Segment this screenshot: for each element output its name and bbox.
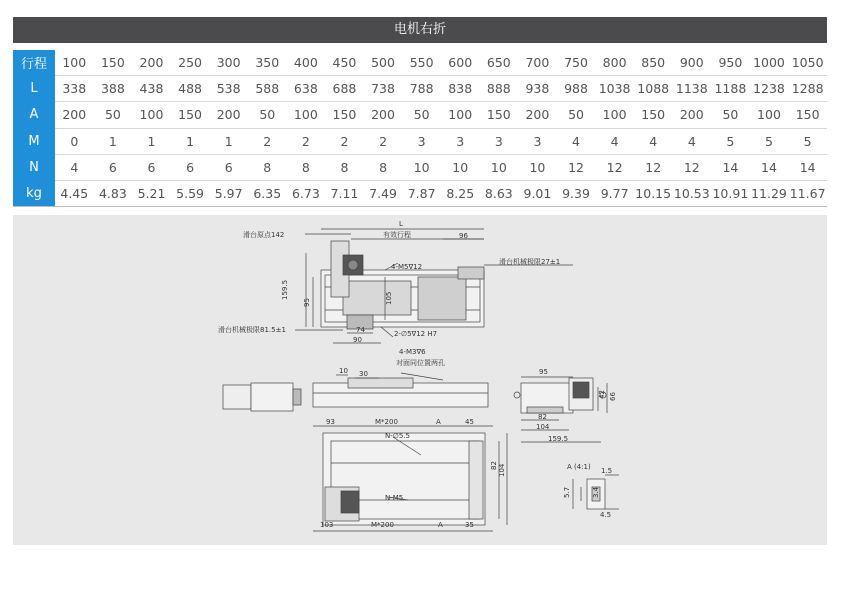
table-cell: 638 (287, 76, 326, 102)
table-cell: 50 (94, 102, 133, 128)
table-cell: 450 (325, 50, 364, 76)
table-cell: 2 (364, 128, 403, 154)
table-cell: 9.01 (518, 180, 557, 206)
table-cell: 1088 (634, 76, 673, 102)
table-cell: 1 (94, 128, 133, 154)
table-cell: 4 (634, 128, 673, 154)
bottom-45-label: 45 (465, 418, 474, 426)
table-cell: 0 (55, 128, 94, 154)
table-cell: 50 (248, 102, 287, 128)
table-cell: 938 (518, 76, 557, 102)
row-header: L (13, 76, 55, 102)
table-cell: 4 (55, 154, 94, 180)
table-cell: 4.83 (94, 180, 133, 206)
table-cell: 300 (209, 50, 248, 76)
table-cell: 150 (171, 102, 210, 128)
table-cell: 12 (634, 154, 673, 180)
table-cell: 200 (209, 102, 248, 128)
table-row (13, 180, 827, 206)
table-cell: 4 (673, 128, 712, 154)
side-tap-label: 4-M3∇6 (399, 348, 426, 356)
table-cell: 100 (132, 102, 171, 128)
table-cell: 50 (402, 102, 441, 128)
table-cell: 838 (441, 76, 480, 102)
table-cell: 150 (325, 102, 364, 128)
table-cell: 6 (171, 154, 210, 180)
technical-drawing (13, 215, 827, 545)
table-cell: 888 (480, 76, 519, 102)
table-cell: 9.39 (557, 180, 596, 206)
table-cell: 150 (634, 102, 673, 128)
side-30-label: 30 (359, 370, 368, 378)
table-cell: 1000 (750, 50, 789, 76)
table-cell: 488 (171, 76, 210, 102)
table-cell: 2 (325, 128, 364, 154)
top-74-label: 74 (356, 326, 365, 334)
detail-34-label: 3.4 (592, 486, 600, 498)
table-cell: 6.73 (287, 180, 326, 206)
table-cell: 950 (711, 50, 750, 76)
table-cell: 10.15 (634, 180, 673, 206)
table-cell: 8 (364, 154, 403, 180)
table-cell: 850 (634, 50, 673, 76)
table-cell: 50 (557, 102, 596, 128)
table-cell: 400 (287, 50, 326, 76)
bottom-93-label: 93 (326, 418, 335, 426)
table-cell: 100 (441, 102, 480, 128)
table-cell: 10.53 (673, 180, 712, 206)
top-90-label: 90 (353, 336, 362, 344)
table-cell: 5.97 (209, 180, 248, 206)
end-159-label: 159.5 (548, 435, 569, 443)
table-cell: 2 (248, 128, 287, 154)
top-96-label: 96 (459, 232, 468, 240)
table-cell: 788 (402, 76, 441, 102)
table-cell: 100 (55, 50, 94, 76)
bottom-a-top-label: A (436, 418, 441, 426)
bottom-104-label: 104 (498, 463, 506, 477)
table-cell: 1238 (750, 76, 789, 102)
detail-15-label: 1.5 (601, 467, 613, 475)
table-cell: 250 (171, 50, 210, 76)
table-cell: 3 (480, 128, 519, 154)
end-42-label: 42 (598, 390, 606, 399)
table-cell: 10.91 (711, 180, 750, 206)
table-cell: 900 (673, 50, 712, 76)
table-cell: 3 (441, 128, 480, 154)
table-row (13, 154, 827, 180)
table-cell: 150 (94, 50, 133, 76)
top-limit-left-label: 滑台机械极限81.5±1 (218, 326, 286, 334)
bottom-a-bottom-label: A (438, 521, 443, 529)
bottom-103-label: 103 (320, 521, 334, 529)
table-cell: 14 (750, 154, 789, 180)
table-cell: 3 (518, 128, 557, 154)
table-cell: 8.63 (480, 180, 519, 206)
table-cell: 1138 (673, 76, 712, 102)
table-row (13, 76, 827, 102)
table-cell: 338 (55, 76, 94, 102)
table-cell: 11.29 (750, 180, 789, 206)
table-cell: 6 (209, 154, 248, 180)
table-cell: 388 (94, 76, 133, 102)
detail-title-label: A (4:1) (567, 463, 591, 471)
table-cell: 8 (325, 154, 364, 180)
row-header: 行程 (13, 50, 55, 76)
table-cell: 200 (55, 102, 94, 128)
table-cell: 12 (557, 154, 596, 180)
bottom-82-label: 82 (490, 461, 498, 470)
table-cell: 738 (364, 76, 403, 102)
table-cell: 700 (518, 50, 557, 76)
top-limit-right-label: 滑台机械极限27±1 (499, 258, 561, 266)
table-cell: 1038 (595, 76, 634, 102)
bottom-35-label: 35 (465, 521, 474, 529)
detail-45-label: 4.5 (600, 511, 612, 519)
table-cell: 11.67 (788, 180, 827, 206)
table-cell: 8 (248, 154, 287, 180)
table-cell: 12 (595, 154, 634, 180)
table-cell: 5 (711, 128, 750, 154)
table-cell: 538 (209, 76, 248, 102)
table-cell: 6 (94, 154, 133, 180)
table-cell: 600 (441, 50, 480, 76)
table-cell: 7.49 (364, 180, 403, 206)
table-cell: 5.59 (171, 180, 210, 206)
top-view (321, 241, 484, 329)
drawing-svg (13, 215, 827, 545)
table-cell: 1288 (788, 76, 827, 102)
side-10-label: 10 (339, 367, 348, 375)
table-cell: 10 (402, 154, 441, 180)
end-95-label: 95 (539, 368, 548, 376)
table-cell: 650 (480, 50, 519, 76)
table-cell: 200 (364, 102, 403, 128)
table-cell: 5.21 (132, 180, 171, 206)
top-tap-label: 4-M5∇12 (391, 263, 423, 271)
end-66-label: 66 (609, 392, 617, 401)
table-cell: 4 (557, 128, 596, 154)
table-cell: 200 (132, 50, 171, 76)
table-row (13, 50, 827, 76)
table-cell: 750 (557, 50, 596, 76)
side-note-label: 对面同位置两孔 (396, 359, 445, 367)
table-cell: 988 (557, 76, 596, 102)
spec-table (13, 50, 827, 207)
table-cell: 1 (132, 128, 171, 154)
table-cell: 6.35 (248, 180, 287, 206)
row-header: kg (13, 180, 55, 206)
table-cell: 100 (595, 102, 634, 128)
table-cell: 500 (364, 50, 403, 76)
table-cell: 3 (402, 128, 441, 154)
bottom-view (323, 433, 485, 525)
table-cell: 5 (750, 128, 789, 154)
top-pin-label: 2-∅5∇12 H7 (394, 330, 438, 338)
table-cell: 100 (287, 102, 326, 128)
top-105-label: 105 (385, 291, 393, 305)
top-95-label: 95 (303, 298, 311, 307)
row-header: M (13, 128, 55, 154)
table-cell: 50 (711, 102, 750, 128)
bottom-m200-bottom-label: M*200 (371, 521, 394, 529)
table-cell: 10 (441, 154, 480, 180)
table-cell: 100 (750, 102, 789, 128)
table-cell: 550 (402, 50, 441, 76)
end-104-label: 104 (536, 423, 550, 431)
detail-57-label: 5.7 (563, 486, 571, 498)
bottom-m200-top-label: M*200 (375, 418, 398, 426)
table-cell: 200 (673, 102, 712, 128)
table-cell: 9.77 (595, 180, 634, 206)
end-82-label: 82 (538, 413, 547, 421)
table-cell: 800 (595, 50, 634, 76)
table-cell: 1 (171, 128, 210, 154)
table-cell: 200 (518, 102, 557, 128)
top-stroke-label: 有效行程 (383, 231, 411, 239)
bottom-holes55-label: N-∅5.5 (385, 432, 410, 440)
top-origin-label: 滑台原点142 (243, 231, 285, 239)
table-cell: 350 (248, 50, 287, 76)
table-cell: 150 (788, 102, 827, 128)
table-cell: 14 (788, 154, 827, 180)
row-header: N (13, 154, 55, 180)
table-cell: 1188 (711, 76, 750, 102)
table-cell: 1050 (788, 50, 827, 76)
row-header: A (13, 102, 55, 128)
table-cell: 150 (480, 102, 519, 128)
table-cell: 6 (132, 154, 171, 180)
table-cell: 5 (788, 128, 827, 154)
table-cell: 10 (480, 154, 519, 180)
table-cell: 10 (518, 154, 557, 180)
top-159-label: 159.5 (281, 279, 289, 300)
table-cell: 7.87 (402, 180, 441, 206)
table-cell: 8 (287, 154, 326, 180)
table-cell: 14 (711, 154, 750, 180)
table-cell: 7.11 (325, 180, 364, 206)
table-cell: 2 (287, 128, 326, 154)
table-cell: 12 (673, 154, 712, 180)
top-l-label: L (399, 220, 403, 228)
table-cell: 4 (595, 128, 634, 154)
table-cell: 4.45 (55, 180, 94, 206)
table-row (13, 128, 827, 154)
end-view (514, 378, 606, 413)
table-cell: 438 (132, 76, 171, 102)
bottom-m5-label: N-M5 (385, 494, 404, 502)
table-cell: 588 (248, 76, 287, 102)
table-cell: 688 (325, 76, 364, 102)
table-row (13, 102, 827, 128)
side-view (223, 378, 488, 411)
section-title: 电机右折 (13, 17, 827, 43)
table-cell: 8.25 (441, 180, 480, 206)
table-cell: 1 (209, 128, 248, 154)
